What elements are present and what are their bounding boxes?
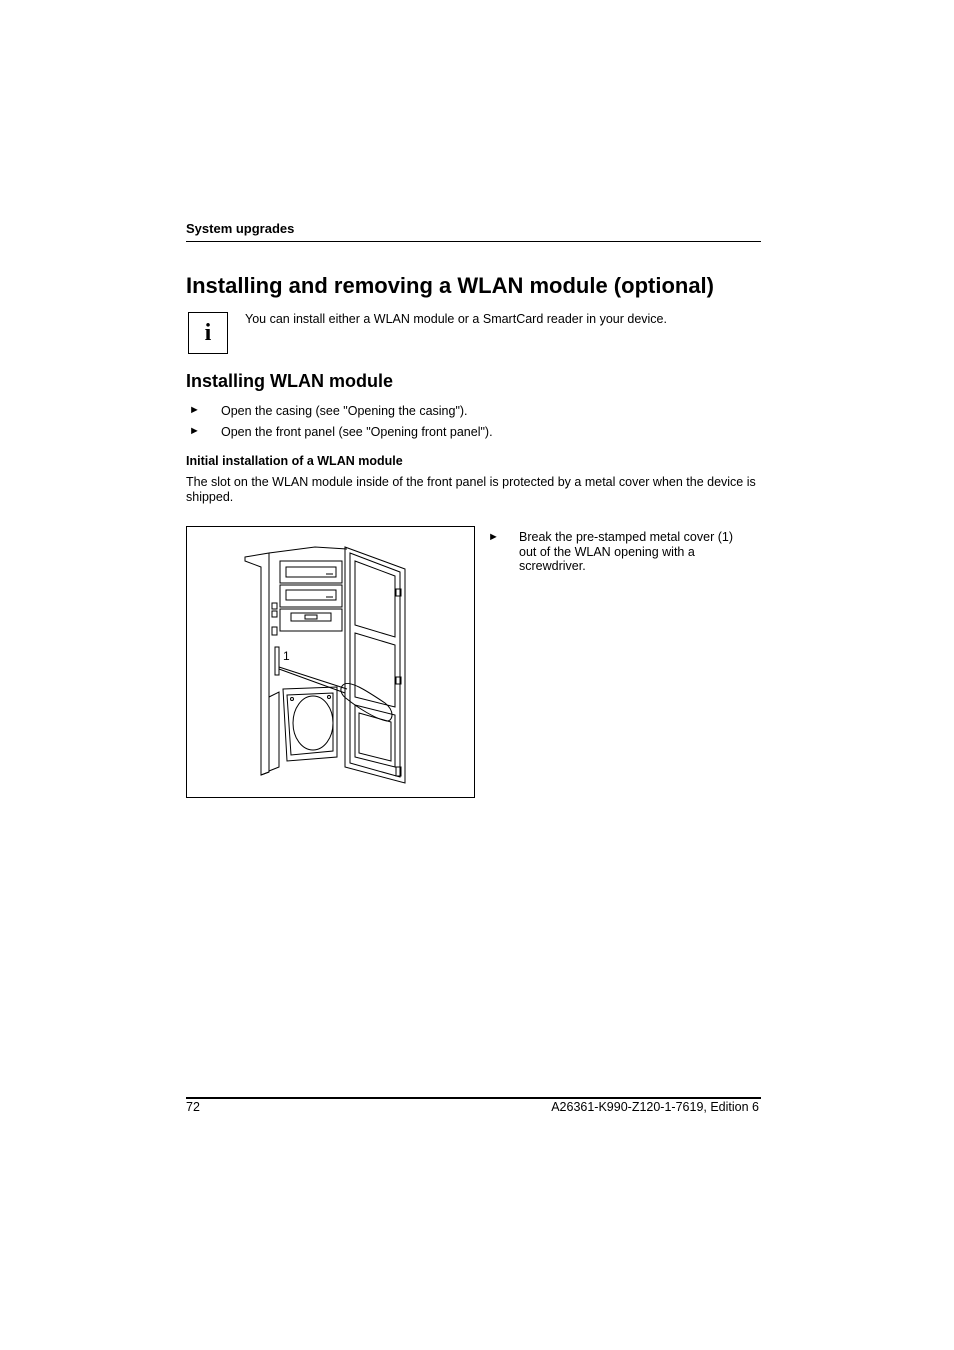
initial-installation-heading: Initial installation of a WLAN module: [186, 454, 403, 468]
page-number: 72: [186, 1100, 200, 1114]
step-text: Break the pre-stamped metal cover (1) out of the WLAN opening with a screwdriver.: [519, 530, 733, 573]
header-rule: [186, 241, 761, 242]
step-item: [189, 404, 589, 420]
footer-rule: [186, 1097, 761, 1099]
info-icon-letter: i: [204, 319, 212, 346]
document-id: A26361-K990-Z120-1-7619, Edition 6: [551, 1100, 759, 1114]
step-item: [488, 530, 758, 578]
info-icon: [188, 312, 228, 354]
section-header: System upgrades: [186, 221, 295, 236]
info-note: You can install either a WLAN module or a SmartCard reader in your device.: [245, 312, 667, 326]
page-title: Installing and removing a WLAN module (optional): [186, 273, 714, 298]
callout-label: 1: [283, 649, 290, 663]
bullet-arrow-icon: ►: [488, 531, 499, 543]
bullet-arrow-icon: ►: [189, 404, 200, 416]
wlan-cover-illustration: [186, 526, 475, 798]
section-subtitle: Installing WLAN module: [186, 371, 393, 391]
step-text: Open the casing (see "Opening the casing").: [221, 404, 468, 418]
bullet-arrow-icon: ►: [189, 425, 200, 437]
step-item: [189, 425, 589, 441]
pc-front-panel-drawing: [187, 527, 474, 797]
initial-installation-paragraph: The slot on the WLAN module inside of the front panel is protected by a metal cover when the device is shipped.: [186, 475, 756, 504]
step-text: Open the front panel (see "Opening front panel").: [221, 425, 493, 439]
